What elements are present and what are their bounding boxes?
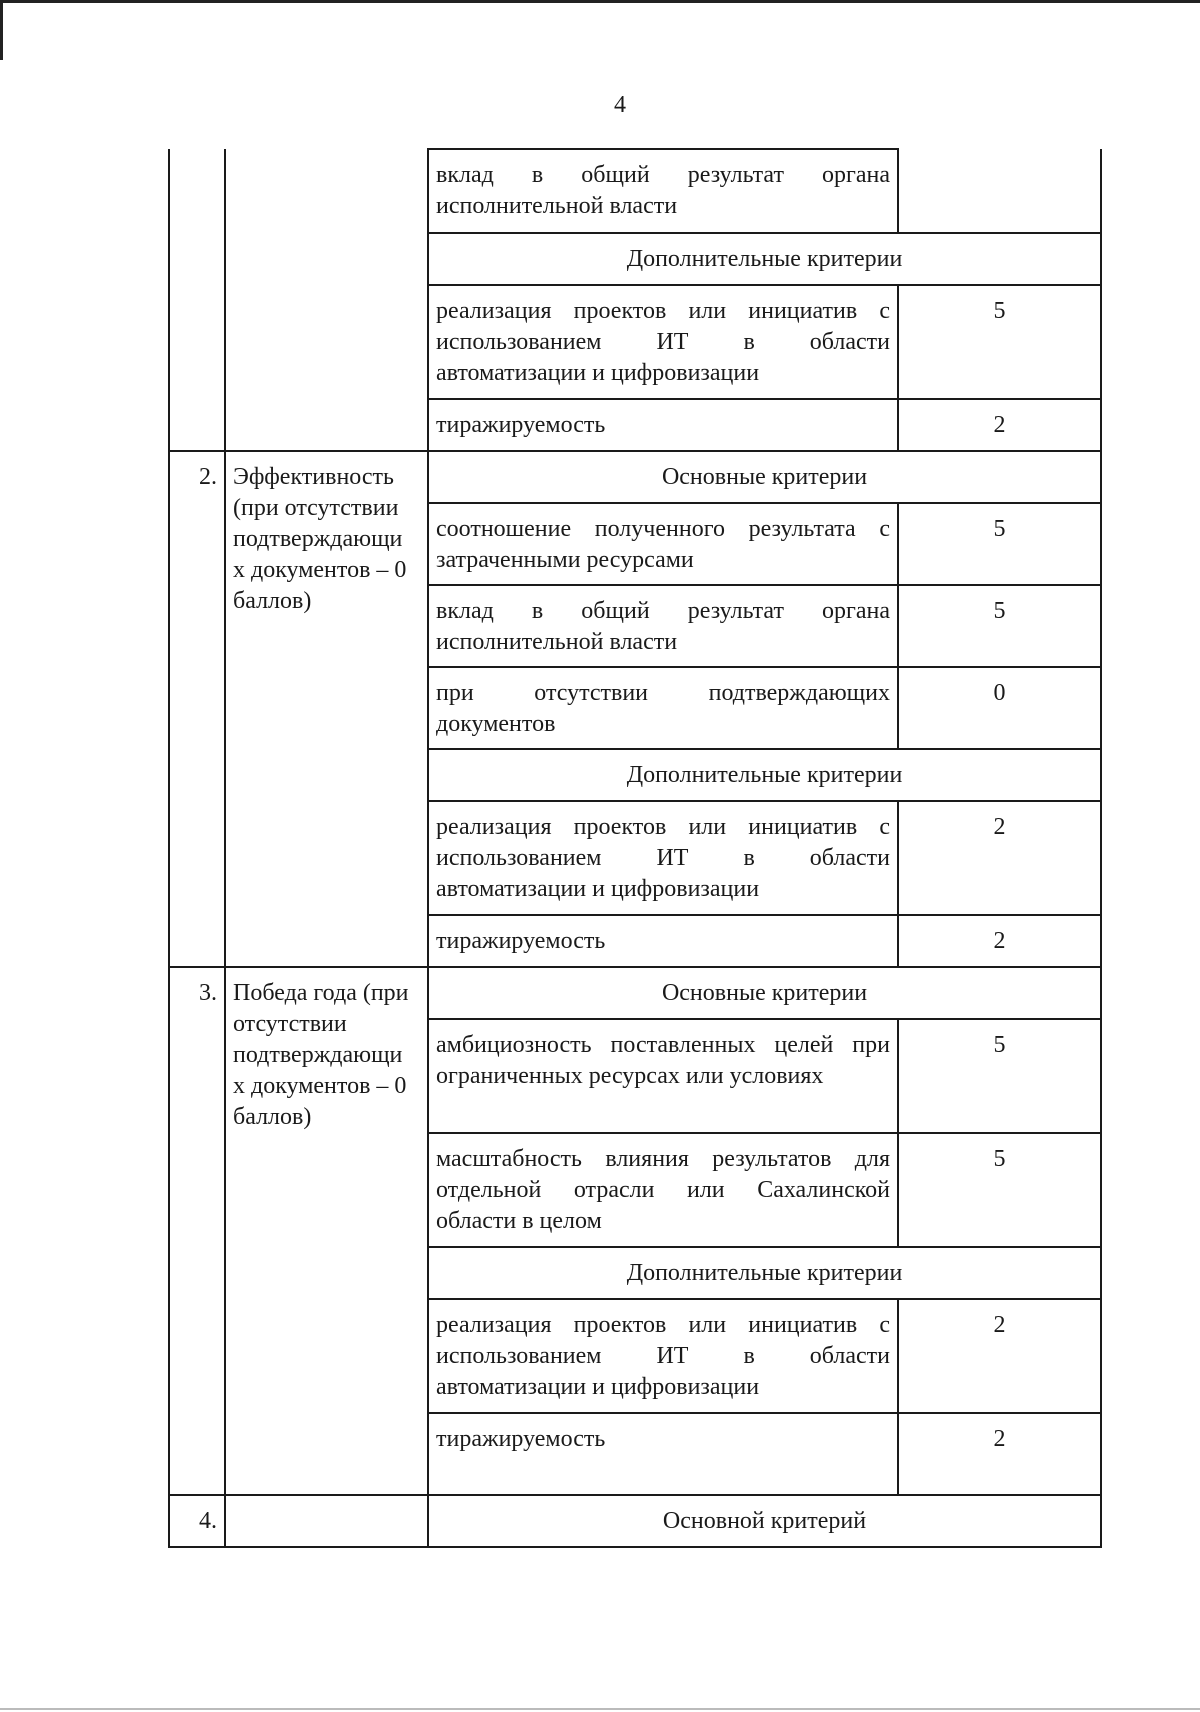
criterion-cell: реализация проектов или инициатив с использованием ИТ в области автоматизации и цифровизации bbox=[428, 801, 898, 915]
scan-edge-bottom bbox=[0, 1708, 1200, 1710]
item-number: 4. bbox=[169, 1495, 225, 1547]
table-row-cont-criterion bbox=[169, 149, 1101, 233]
score-cell: 2 bbox=[898, 801, 1101, 915]
criterion-cell: реализация проектов или инициатив с использованием ИТ в области автоматизации и цифровизации bbox=[428, 1299, 898, 1413]
criterion-cell: тиражируемость bbox=[428, 915, 898, 967]
score-cell: 5 bbox=[898, 1019, 1101, 1133]
table-row-section-header bbox=[169, 451, 1101, 503]
criterion-cell: амбициозность поставленных целей при ограниченных ресурсах или условиях bbox=[428, 1019, 898, 1133]
criterion-cell: тиражируемость bbox=[428, 1413, 898, 1495]
score-cell: 5 bbox=[898, 585, 1101, 667]
criterion-cell: при отсутствии подтверждающих документов bbox=[428, 667, 898, 749]
page-number: 4 bbox=[614, 92, 626, 118]
scan-edge-top bbox=[0, 0, 1200, 3]
main-criteria-header: Основные критерии bbox=[428, 967, 1101, 1019]
criterion-cell: вклад в общий результат органа исполнительной власти bbox=[428, 585, 898, 667]
criterion-cell: вклад в общий результат органа исполнительной власти bbox=[428, 149, 898, 233]
cont-name-cell bbox=[225, 149, 428, 451]
main-criterion-header: Основной критерий bbox=[428, 1495, 1101, 1547]
score-cell: 0 bbox=[898, 667, 1101, 749]
table-row-section-header bbox=[169, 1495, 1101, 1547]
score-cell: 2 bbox=[898, 399, 1101, 451]
item-number: 3. bbox=[169, 967, 225, 1495]
criteria-table bbox=[168, 148, 1102, 1548]
score-cell: 5 bbox=[898, 1133, 1101, 1247]
additional-criteria-header: Дополнительные критерии bbox=[428, 749, 1101, 801]
score-cell: 2 bbox=[898, 1413, 1101, 1495]
additional-criteria-header: Дополнительные критерии bbox=[428, 1247, 1101, 1299]
score-cell: 2 bbox=[898, 1299, 1101, 1413]
item-name: Эффективность (при отсутствии подтверждающи х документов – 0 баллов) bbox=[225, 451, 428, 967]
criterion-cell: соотношение полученного результата с затраченными ресурсами bbox=[428, 503, 898, 585]
scan-edge-left bbox=[0, 0, 3, 60]
item-name: Победа года (при отсутствии подтверждающи х документов – 0 баллов) bbox=[225, 967, 428, 1495]
item-number: 2. bbox=[169, 451, 225, 967]
item-name bbox=[225, 1495, 428, 1547]
additional-criteria-header: Дополнительные критерии bbox=[428, 233, 1101, 285]
cont-num-cell bbox=[169, 149, 225, 451]
score-cell: 5 bbox=[898, 503, 1101, 585]
table-row-section-header bbox=[169, 967, 1101, 1019]
main-criteria-header: Основные критерии bbox=[428, 451, 1101, 503]
score-cell: 5 bbox=[898, 285, 1101, 399]
criterion-cell: масштабность влияния результатов для отдельной отрасли или Сахалинской области в целом bbox=[428, 1133, 898, 1247]
score-cell: 2 bbox=[898, 915, 1101, 967]
criterion-cell: реализация проектов или инициатив с использованием ИТ в области автоматизации и цифровизации bbox=[428, 285, 898, 399]
criterion-cell: тиражируемость bbox=[428, 399, 898, 451]
score-cell bbox=[898, 149, 1101, 233]
